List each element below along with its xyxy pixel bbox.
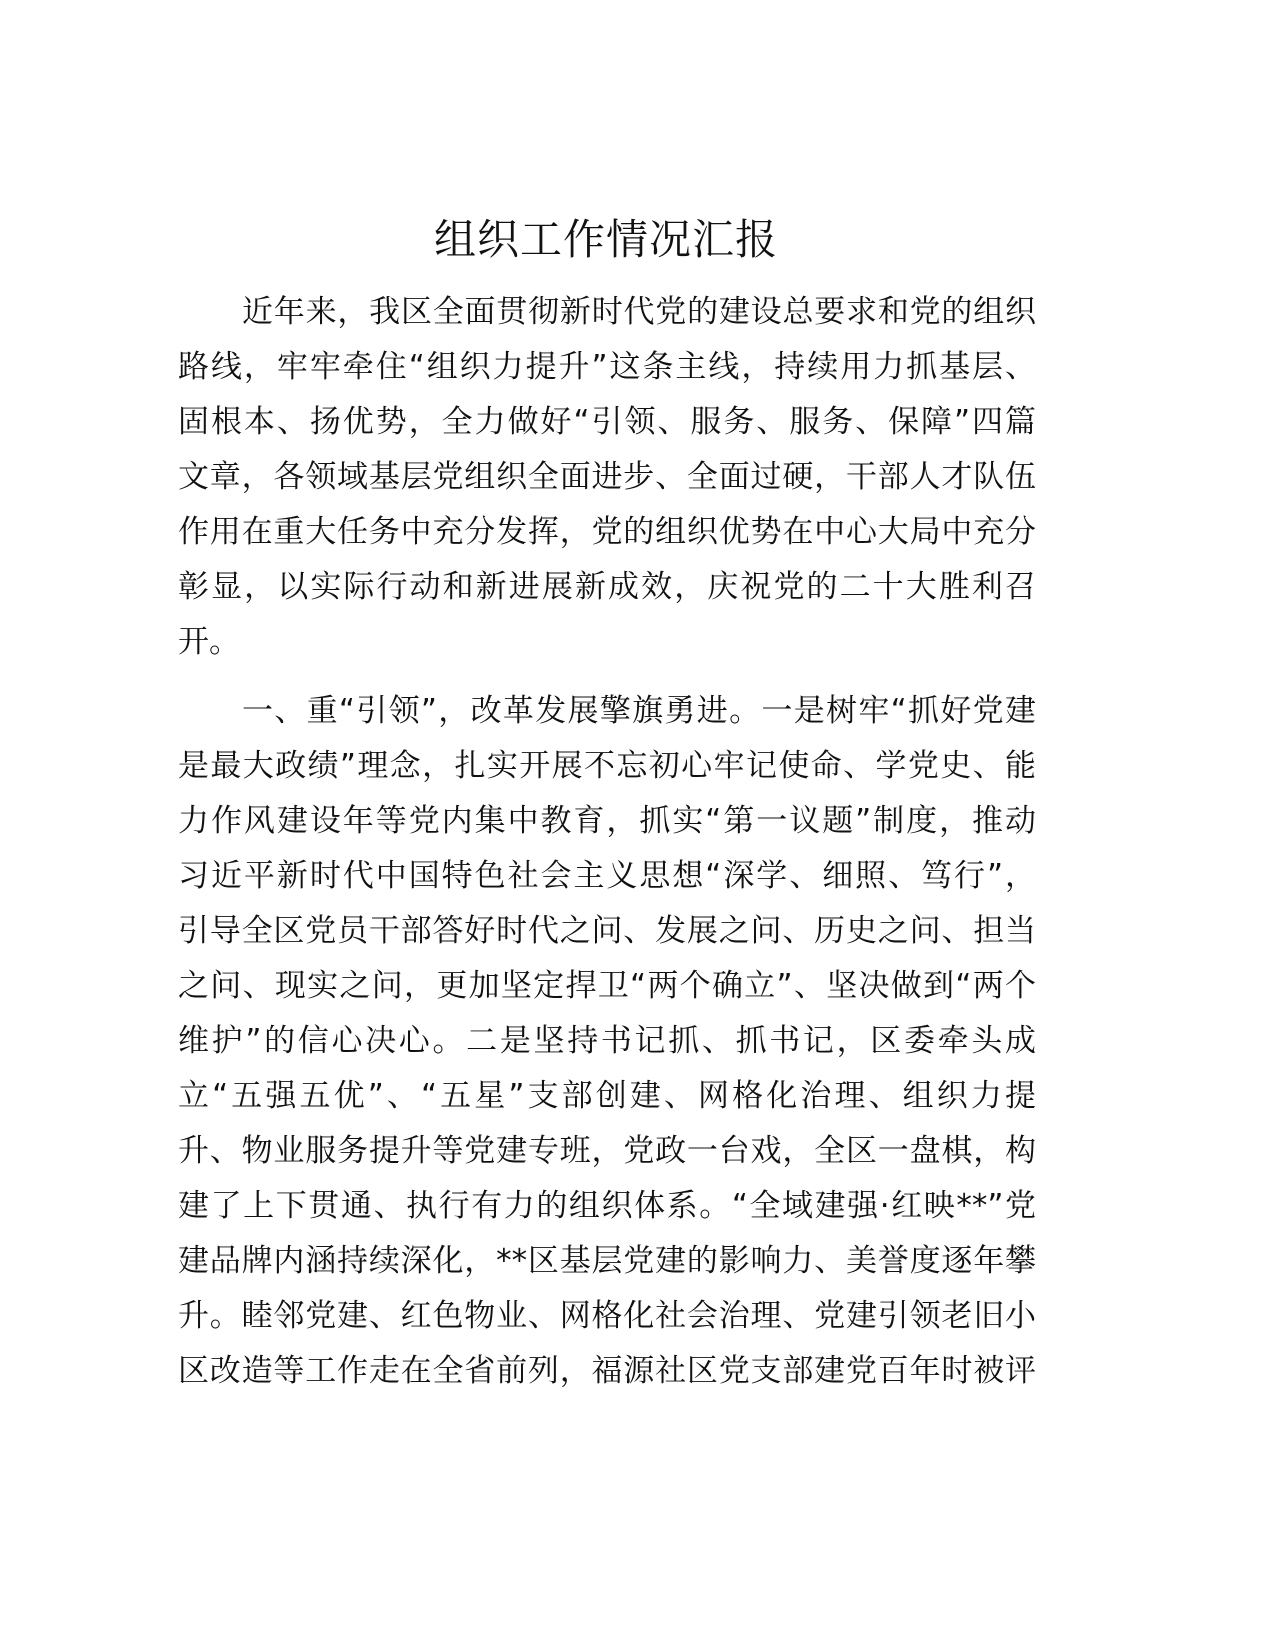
- text-line: 一、重“引领”，改革发展擎旗勇进。一是树牢“抓好党建: [242, 693, 1036, 729]
- text-line: 引导全区党员干部答好时代之问、发展之问、历史之问、担当: [178, 913, 1036, 949]
- text-line: 立“五强五优”、“五星”支部创建、网格化治理、组织力提: [178, 1078, 1036, 1114]
- paragraph-section-one: [178, 684, 1036, 1399]
- text-line: 力作风建设年等党内集中教育，抓实“第一议题”制度，推动: [178, 803, 1036, 839]
- text-line: 建了上下贯通、执行有力的组织体系。“全域建强·红映**”党: [178, 1188, 1036, 1224]
- text-line: 彰显，以实际行动和新进展新成效，庆祝党的二十大胜利召: [178, 569, 1036, 605]
- text-line: 近年来，我区全面贯彻新时代党的建设总要求和党的组织: [242, 294, 1036, 330]
- text-line: 之问、现实之问，更加坚定捍卫“两个确立”、坚决做到“两个: [178, 968, 1036, 1004]
- text-line: 维护”的信心决心。二是坚持书记抓、抓书记，区委牵头成: [178, 1023, 1036, 1059]
- text-line: 作用在重大任务中充分发挥，党的组织优势在中心大局中充分: [178, 514, 1036, 550]
- text-line: 升、物业服务提升等党建专班，党政一台戏，全区一盘棋，构: [178, 1133, 1036, 1169]
- text-line: 升。睦邻党建、红色物业、网格化社会治理、党建引领老旧小: [178, 1298, 1036, 1334]
- document-title: 组织工作情况汇报: [433, 215, 778, 264]
- text-line: 路线，牢牢牵住“组织力提升”这条主线，持续用力抓基层、: [178, 349, 1036, 385]
- text-line: 是最大政绩”理念，扎实开展不忘初心牢记使命、学党史、能: [178, 748, 1036, 784]
- text-line: 习近平新时代中国特色社会主义思想“深学、细照、笃行”，: [178, 858, 1036, 894]
- text-line: 文章，各领域基层党组织全面进步、全面过硬，干部人才队伍: [178, 459, 1036, 495]
- paragraph-intro: [178, 285, 1036, 670]
- text-line: 建品牌内涵持续深化，**区基层党建的影响力、美誉度逐年攀: [178, 1243, 1036, 1279]
- text-line: 固根本、扬优势，全力做好“引领、服务、服务、保障”四篇: [178, 404, 1036, 440]
- text-line: 开。: [178, 624, 240, 660]
- text-line: 区改造等工作走在全省前列，福源社区党支部建党百年时被评: [178, 1353, 1036, 1389]
